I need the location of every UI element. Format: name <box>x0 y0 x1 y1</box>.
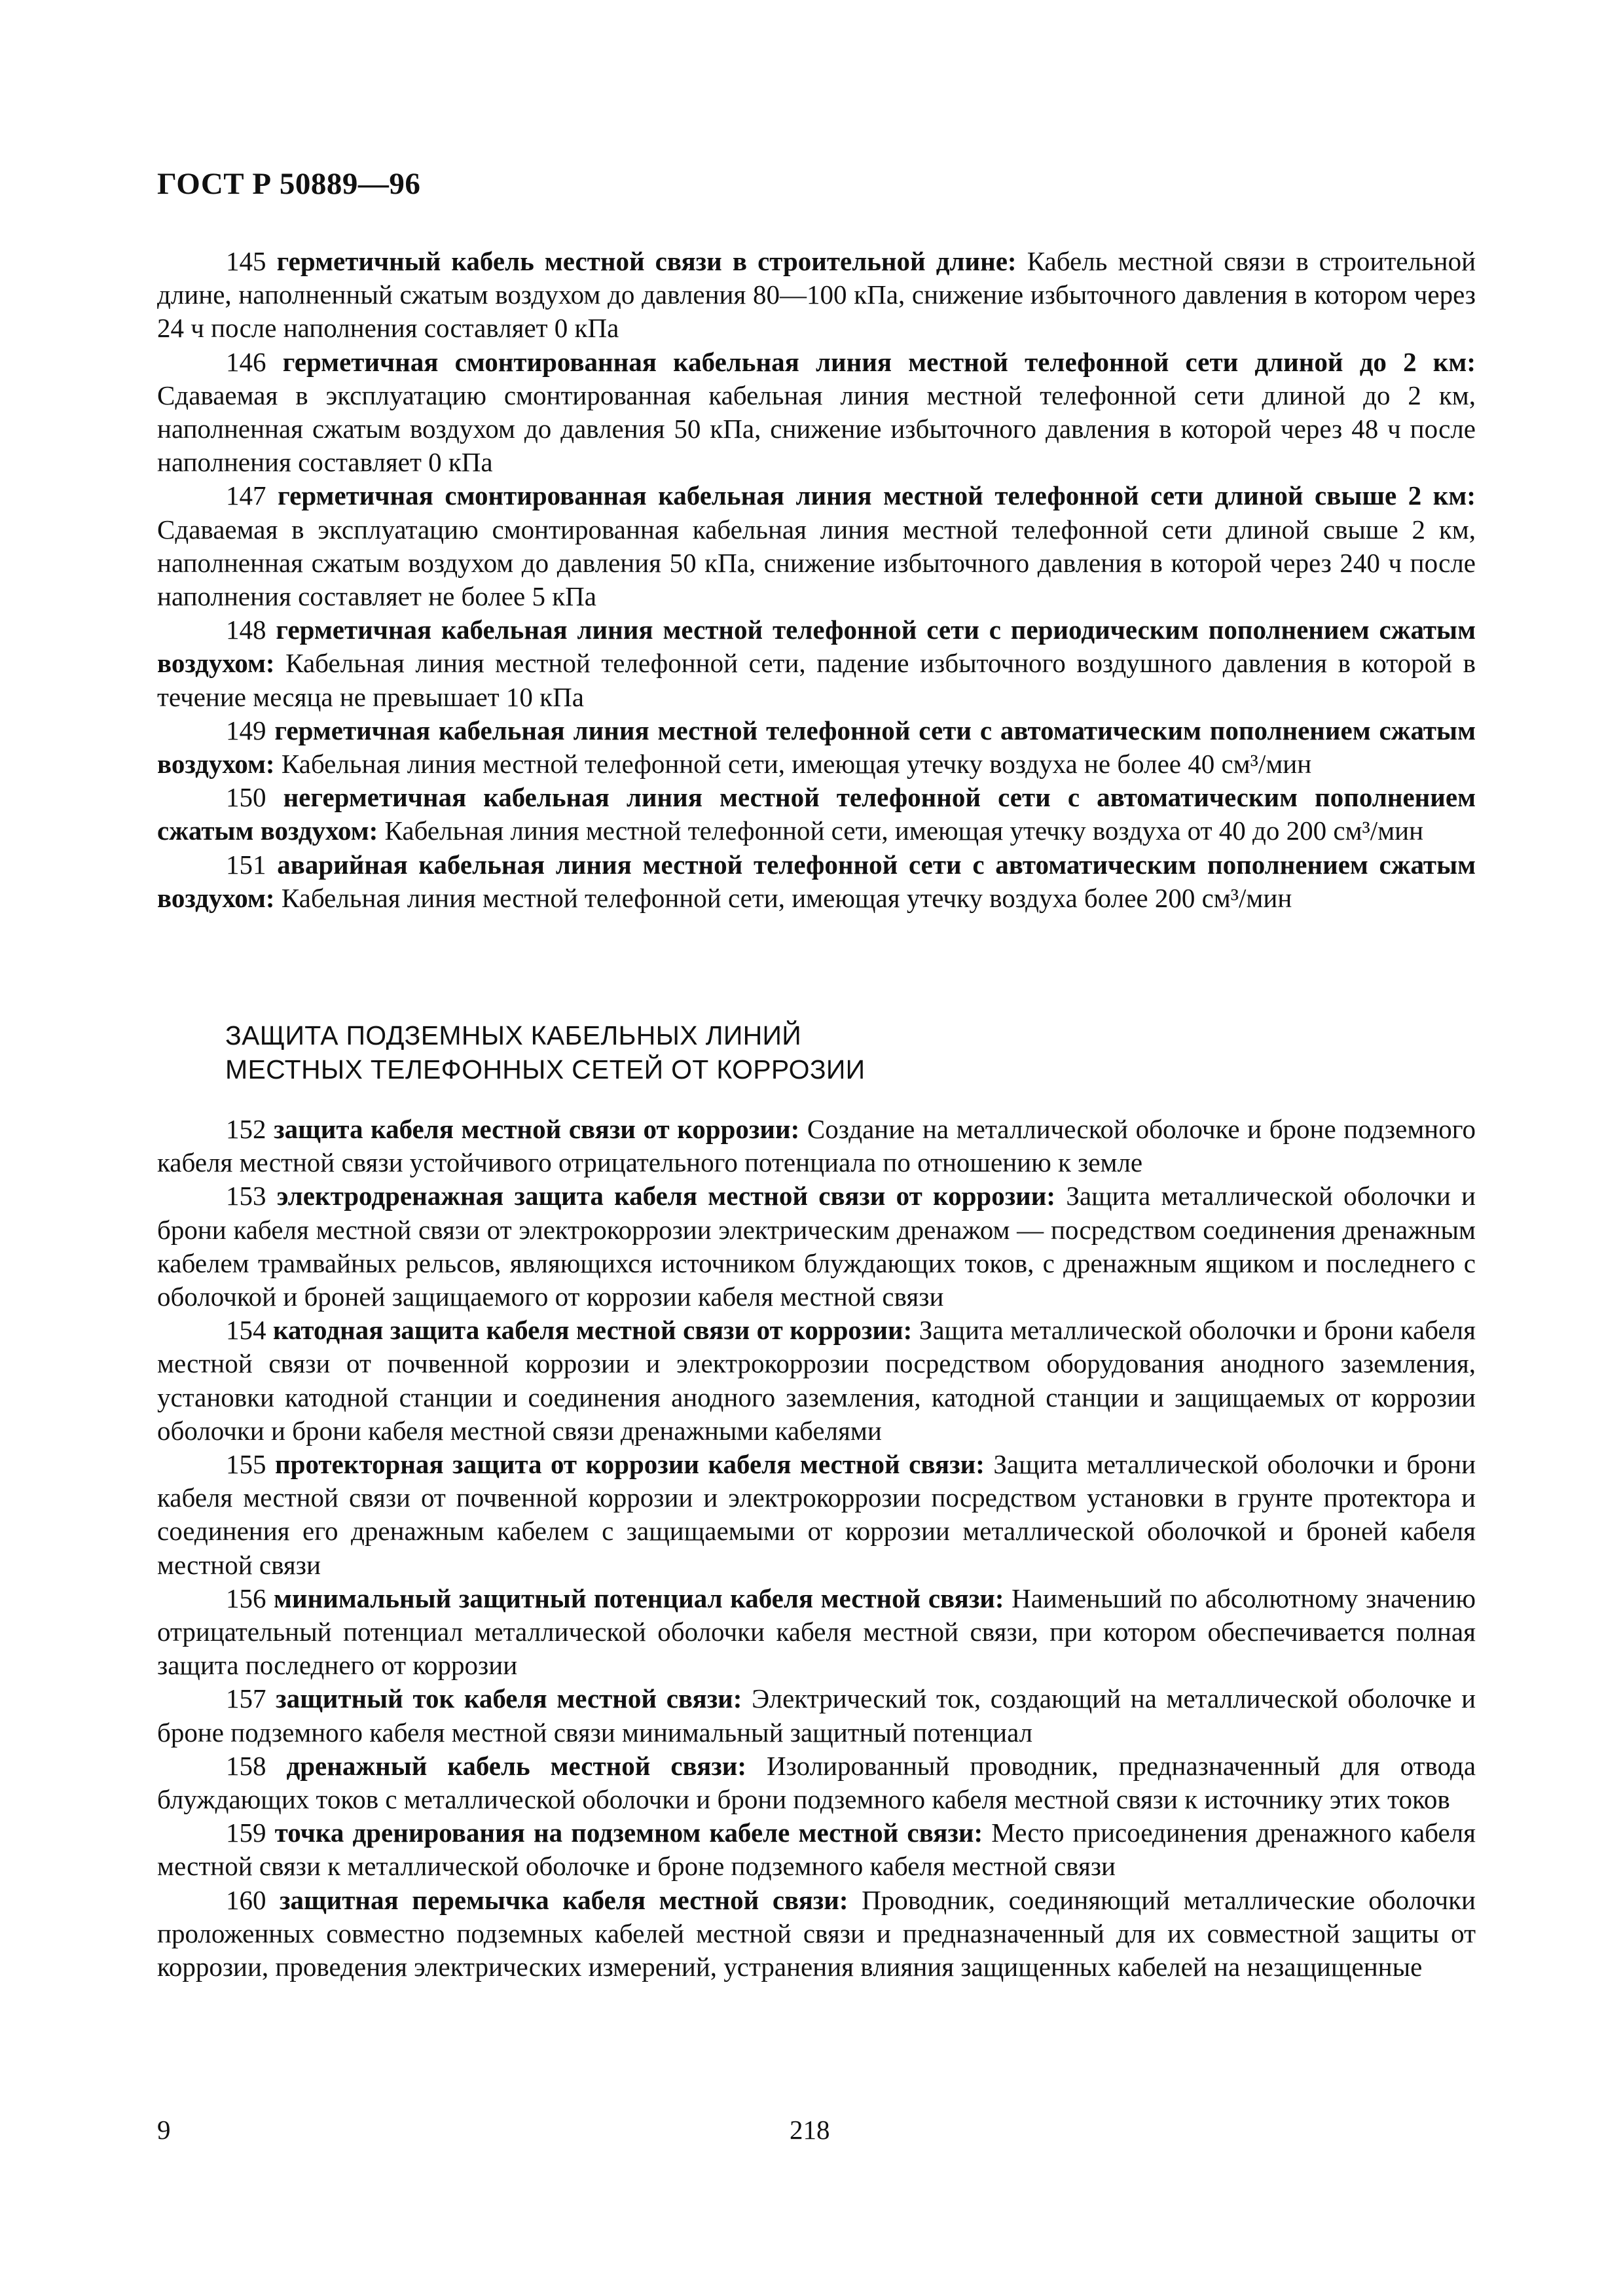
entry-definition: Защита металлической оболочки и брони кабеля местной связи от почвенной коррозии и электрокоррозии посредством установки в грунте протектора и соединения его дренажным кабелем с защищаемыми от коррозии металлической оболочкой и броней кабеля местной связи <box>157 1449 1476 1580</box>
entry-number: 148 <box>226 615 266 645</box>
entry-term: герметичный кабель местной связи в строительной длине: <box>276 246 1017 276</box>
section-heading <box>225 1018 865 1086</box>
entry-definition: Кабельная линия местной телефонной сети, имеющая утечку воздуха не более 40 см³/мин <box>281 749 1312 780</box>
term-entry-154 <box>157 1314 1476 1448</box>
entry-number: 158 <box>226 1750 266 1781</box>
term-entry-153 <box>157 1179 1476 1314</box>
entry-term: герметичная смонтированная кабельная линия местной телефонной сети длиной свыше 2 км: <box>278 480 1476 511</box>
entry-number: 149 <box>226 715 266 745</box>
term-entry-158 <box>157 1749 1476 1816</box>
entry-term: протекторная защита от коррозии кабеля местной связи: <box>275 1449 985 1480</box>
term-entry-149 <box>157 714 1476 781</box>
entry-definition: Наименьший по абсолютному значению отрицательный потенциал металлической оболочки кабеля местной связи, при котором обеспечивается полная защита последнего от коррозии <box>157 1583 1476 1681</box>
term-entry-146 <box>157 346 1476 480</box>
entry-definition: Кабель местной связи в строительной длине, наполненный сжатым воздухом до давления 80—100 кПа, снижение избыточного давления в котором через 24 ч после наполнения составляет 0 кПа <box>157 246 1476 344</box>
entry-definition: Кабельная линия местной телефонной сети, имеющая утечку воздуха от 40 до 200 см³/мин <box>384 816 1424 846</box>
term-entry-156 <box>157 1582 1476 1683</box>
section-heading-line-1: ЗАЩИТА ПОДЗЕМНЫХ КАБЕЛЬНЫХ ЛИНИЙ <box>225 1020 802 1050</box>
entry-number: 157 <box>226 1683 266 1714</box>
entry-number: 145 <box>226 246 266 276</box>
entry-term: минимальный защитный потенциал кабеля местной связи: <box>274 1583 1004 1613</box>
term-entry-151 <box>157 848 1476 915</box>
entry-definition: Защита металлической оболочки и брони кабеля местной связи от электрокоррозии электрическим дренажом — посредством соединения дренажным кабелем трамвайных рельсов, являющихся источником блуждающих токов, с дренажным ящиком и последнего с оболочкой и броней защищаемого от коррозии кабеля местной связи <box>157 1181 1476 1312</box>
entry-term: аварийная кабельная линия местной телефонной сети с автоматическим пополнением сжатым воздухом: <box>157 849 1476 913</box>
page-number-center: 218 <box>790 2115 830 2145</box>
entry-number: 159 <box>226 1818 266 1848</box>
term-entry-159 <box>157 1816 1476 1883</box>
entry-number: 147 <box>226 480 266 511</box>
term-entry-157 <box>157 1682 1476 1749</box>
entry-number: 156 <box>226 1583 266 1613</box>
entry-definition: Электрический ток, создающий на металлической оболочке и броне подземного кабеля местной связи минимальный защитный потенциал <box>157 1683 1476 1748</box>
entry-term: катодная защита кабеля местной связи от коррозии: <box>272 1315 913 1346</box>
term-entry-150 <box>157 781 1476 848</box>
entry-number: 155 <box>226 1449 266 1480</box>
entry-definition: Изолированный проводник, предназначенный для отвода блуждающих токов с металлической оболочки и брони подземного кабеля местной связи к источнику этих токов <box>157 1750 1476 1815</box>
entry-definition: Проводник, соединяющий металлические оболочки проложенных совместно подземных кабелей местной связи и предназначенный для их совместной защиты от коррозии, проведения электрических измерений, устранения влияния защищенных кабелей на незащищенные <box>157 1884 1476 1982</box>
term-entry-155 <box>157 1448 1476 1582</box>
entry-number: 151 <box>226 849 266 880</box>
term-entry-152 <box>157 1113 1476 1179</box>
entry-number: 153 <box>226 1181 266 1211</box>
entry-number: 150 <box>226 782 266 813</box>
entry-definition: Сдаваемая в эксплуатацию смонтированная кабельная линия местной телефонной сети длиной свыше 2 км, наполненная сжатым воздухом до давления 50 кПа, снижение избыточного давления в которой через 240 ч после наполнения составляет не более 5 кПа <box>157 514 1476 612</box>
entry-definition: Сдаваемая в эксплуатацию смонтированная кабельная линия местной телефонной сети длиной до 2 км, наполненная сжатым воздухом до давления 50 кПа, снижение избыточного давления в которой через 48 ч после наполнения составляет 0 кПа <box>157 380 1476 478</box>
page-header-standard-number: ГОСТ Р 50889—96 <box>157 167 421 201</box>
entry-definition: Кабельная линия местной телефонной сети, имеющая утечку воздуха более 200 см³/мин <box>281 882 1292 913</box>
term-entry-160 <box>157 1884 1476 1984</box>
entry-number: 152 <box>226 1114 266 1144</box>
entry-term: герметичная кабельная линия местной телефонной сети с автоматическим пополнением сжатым воздухом: <box>157 715 1476 780</box>
entry-number: 146 <box>226 346 266 377</box>
entry-term: точка дренирования на подземном кабеле местной связи: <box>274 1818 983 1848</box>
term-entry-145 <box>157 245 1476 346</box>
entry-definition: Кабельная линия местной телефонной сети, падение избыточного воздушного давления в которой в течение месяца не превышает 10 кПа <box>157 648 1476 712</box>
terms-block-bottom <box>157 1113 1476 1984</box>
term-entry-148 <box>157 613 1476 714</box>
entry-term: защитный ток кабеля местной связи: <box>276 1683 742 1714</box>
entry-term: защитная перемычка кабеля местной связи: <box>280 1884 848 1915</box>
entry-term: герметичная смонтированная кабельная линия местной телефонной сети длиной до 2 км: <box>282 346 1476 377</box>
entry-number: 160 <box>226 1884 266 1915</box>
entry-definition: Создание на металлической оболочке и броне подземного кабеля местной связи устойчивого отрицательного потенциала по отношению к земле <box>157 1114 1476 1178</box>
page-number-left: 9 <box>157 2115 171 2145</box>
entry-term: негерметичная кабельная линия местной телефонной сети с автоматическим пополнением сжатым воздухом: <box>157 782 1476 846</box>
entry-term: защита кабеля местной связи от коррозии: <box>274 1114 800 1144</box>
entry-definition: Защита металлической оболочки и брони кабеля местной связи от почвенной коррозии и электрокоррозии посредством оборудования анодного заземления, установки катодной станции и соединения анодного заземления, катодной станции и защищаемых от коррозии оболочки и брони кабеля местной связи дренажными кабелями <box>157 1315 1476 1446</box>
term-entry-147 <box>157 479 1476 613</box>
entry-term: электродренажная защита кабеля местной связи от коррозии: <box>276 1181 1056 1211</box>
section-heading-line-2: МЕСТНЫХ ТЕЛЕФОННЫХ СЕТЕЙ ОТ КОРРОЗИИ <box>225 1054 866 1085</box>
entry-term: дренажный кабель местной связи: <box>286 1750 747 1781</box>
terms-block-top <box>157 245 1476 915</box>
entry-number: 154 <box>226 1315 266 1346</box>
entry-definition: Место присоединения дренажного кабеля местной связи к металлической оболочке и броне подземного кабеля местной связи <box>157 1818 1476 1882</box>
entry-term: герметичная кабельная линия местной телефонной сети с периодическим пополнением сжатым воздухом: <box>157 615 1476 679</box>
